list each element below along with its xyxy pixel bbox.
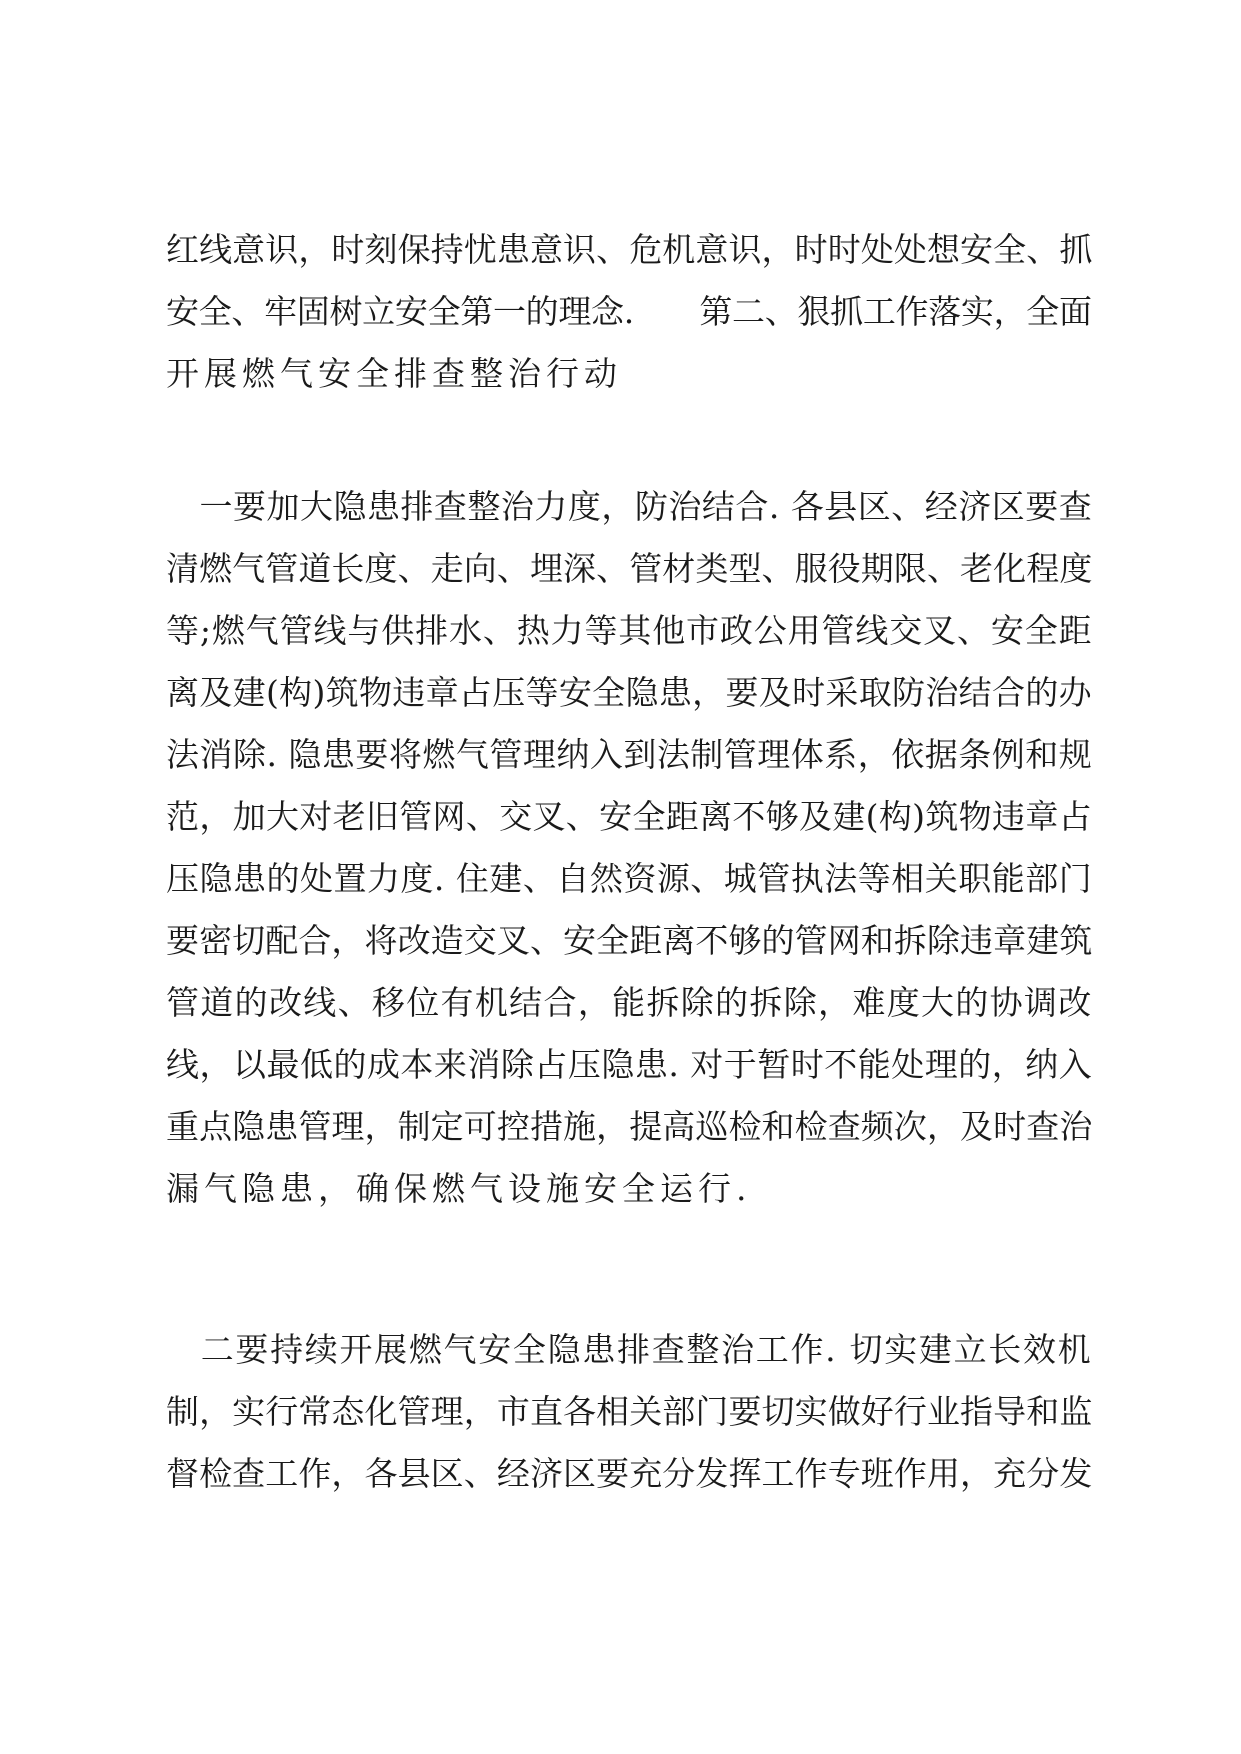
paragraph-1	[166, 219, 1098, 405]
text-line: 安全、牢固树立安全第一的理念. 第二、狠抓工作落实，全面	[166, 292, 1092, 331]
text-line: 线，以最低的成本来消除占压隐患. 对于暂时不能处理的，纳入	[166, 1045, 1093, 1084]
text-line: 制，实行常态化管理，市直各相关部门要切实做好行业指导和监	[166, 1392, 1093, 1431]
text-line: 管道的改线、移位有机结合，能拆除的拆除，难度大的协调改	[166, 983, 1093, 1022]
text-line: 重点隐患管理，制定可控措施，提高巡检和检查频次，及时查治	[166, 1107, 1093, 1146]
text-line: 范，加大对老旧管网、交叉、安全距离不够及建(构)筑物违章占	[166, 797, 1092, 836]
text-line: 压隐患的处置力度. 住建、自然资源、城管执法等相关职能部门	[166, 859, 1093, 898]
text-line: 二要持续开展燃气安全隐患排查整治工作. 切实建立长效机	[166, 1330, 1093, 1369]
text-line: 督检查工作，各县区、经济区要充分发挥工作专班作用，充分发	[166, 1454, 1093, 1493]
text-line: 法消除. 隐患要将燃气管理纳入到法制管理体系，依据条例和规	[166, 735, 1093, 774]
text-line: 清燃气管道长度、走向、埋深、管材类型、服役期限、老化程度	[166, 549, 1093, 588]
text-line: 一要加大隐患排查整治力度，防治结合. 各县区、经济区要查	[166, 487, 1093, 526]
paragraph-2	[166, 476, 1098, 1220]
text-line: 开展燃气安全排查整治行动	[166, 354, 622, 393]
text-line: 要密切配合，将改造交叉、安全距离不够的管网和拆除违章建筑	[166, 921, 1093, 960]
text-line: 红线意识，时刻保持忧患意识、危机意识，时时处处想安全、抓	[166, 230, 1093, 269]
text-line: 离及建(构)筑物违章占压等安全隐患，要及时采取防治结合的办	[166, 673, 1092, 712]
paragraph-3	[166, 1319, 1098, 1505]
text-line: 漏气隐患，确保燃气设施安全运行.	[166, 1169, 752, 1208]
text-line: 等;燃气管线与供排水、热力等其他市政公用管线交叉、安全距	[166, 611, 1093, 650]
